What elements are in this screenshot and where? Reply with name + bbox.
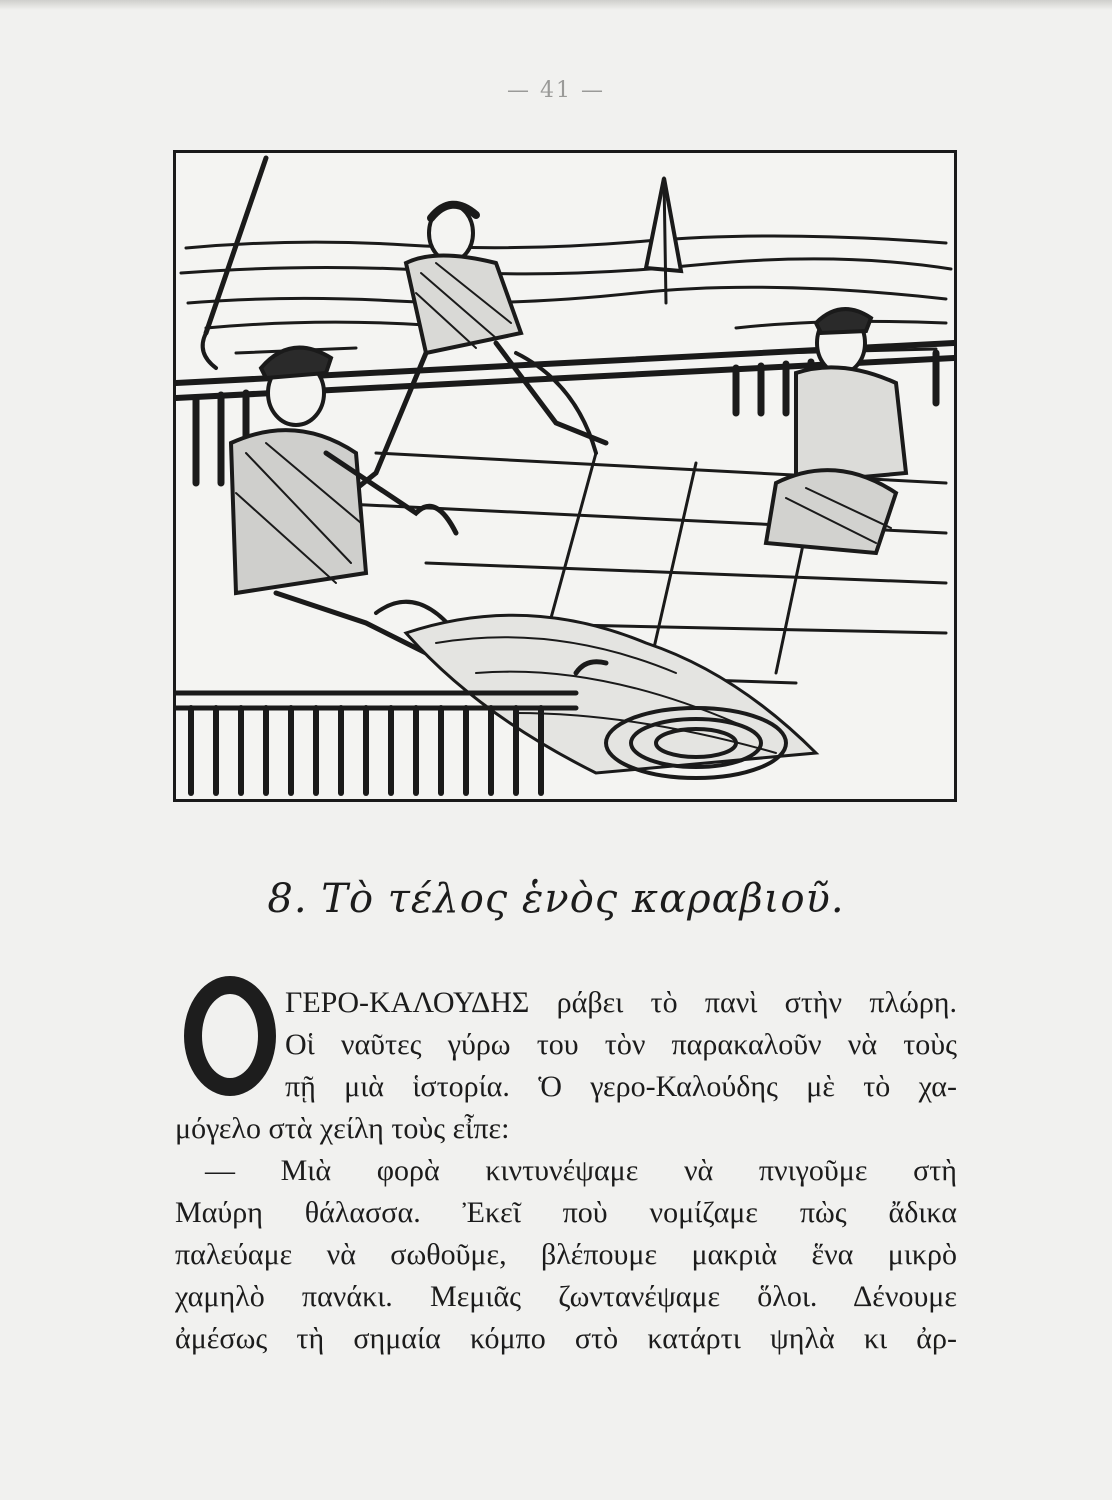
text-line: χαμηλὸ πανάκι. Μεμιᾶς ζωντανέψαμε ὅλοι. Δένουμε	[175, 1280, 957, 1313]
chapter-illustration	[173, 150, 957, 802]
text-line: παλεύαμε νὰ σωθοῦμε, βλέπουμε μακριὰ ἕνα μικρὸ	[175, 1238, 957, 1271]
text-line: ἀμέσως τὴ σημαία κόμπο στὸ κατάρτι ψηλὰ κι ἀρ-	[175, 1322, 957, 1355]
sailors-on-deck-drawing	[176, 153, 954, 799]
text-line: μόγελο στὰ χείλη τοὺς εἶπε:	[175, 1112, 510, 1145]
text-line: Μαύρη θάλασσα. Ἐκεῖ ποὺ νομίζαμε πὼς ἄδικα	[175, 1196, 957, 1229]
chapter-title: 8. Τὸ τέλος ἑνὸς καραβιοῦ.	[267, 876, 845, 922]
text-line: πῇ μιὰ ἱστορία. Ὁ γερο-Καλούδης μὲ τὸ χα-	[285, 1070, 957, 1103]
text-line: — Μιὰ φορὰ κιντυνέψαμε νὰ πνιγοῦμε στὴ	[205, 1154, 957, 1187]
story-text	[175, 982, 957, 1360]
page-number: — 41 —	[507, 78, 605, 103]
sailor-standing	[326, 205, 606, 513]
text-line: ΓΕΡΟ-ΚΑΛΟΥΔΗΣ ράβει τὸ πανὶ στὴν πλώρη.	[285, 986, 957, 1019]
text-line: Οἱ ναῦτες γύρω του τὸν παρακαλοῦν νὰ τοὺς	[285, 1028, 957, 1061]
page-top-edge	[0, 0, 1112, 10]
